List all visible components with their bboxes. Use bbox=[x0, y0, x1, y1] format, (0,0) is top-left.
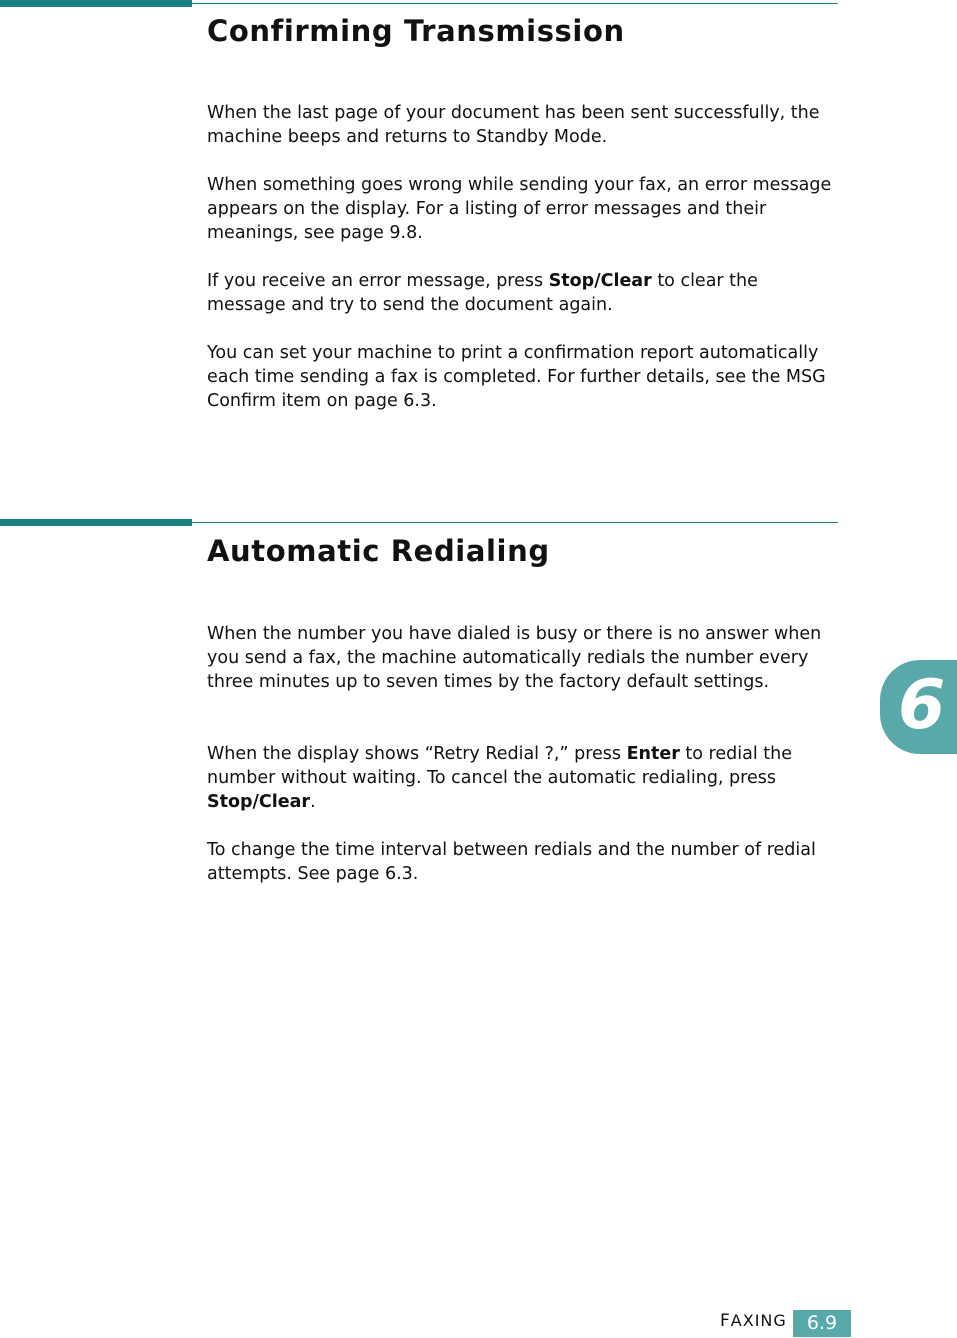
chapter-tab bbox=[880, 660, 957, 754]
section-heading-confirming-transmission: Confirming Transmission bbox=[207, 14, 625, 48]
key-name-stop-clear: Stop/Clear bbox=[548, 271, 652, 291]
paragraph: You can set your machine to print a confirmation report automatically each time sending a fax is completed. For further details, see the MSG Confirm item on page 6.3. bbox=[207, 343, 826, 411]
paragraph: If you receive an error message, press Stop/Clear to clear the message and try to send the document again. bbox=[207, 271, 758, 315]
paragraph: When the display shows “Retry Redial ?,” press Enter to redial the number without waiting. To cancel the automatic redialing, press Stop/Clear. bbox=[207, 744, 792, 812]
footer-chapter-label: FAXING bbox=[720, 1311, 787, 1331]
chapter-number: 6 bbox=[898, 666, 946, 745]
paragraph: When something goes wrong while sending your fax, an error message appears on the display. For a listing of error messages and their meanings, see page 9.8. bbox=[207, 175, 832, 243]
paragraph: When the last page of your document has been sent successfully, the machine beeps and returns to Standby Mode. bbox=[207, 103, 820, 147]
section-rule bbox=[0, 519, 838, 526]
page-number: 6.9 bbox=[793, 1310, 851, 1337]
section-rule bbox=[0, 0, 838, 7]
key-name-stop-clear: Stop/Clear bbox=[207, 792, 311, 812]
paragraph: To change the time interval between redials and the number of redial attempts. See page 6.3. bbox=[207, 840, 816, 884]
key-name-enter: Enter bbox=[626, 744, 680, 764]
section-heading-automatic-redialing: Automatic Redialing bbox=[207, 534, 550, 568]
paragraph: When the number you have dialed is busy or there is no answer when you send a fax, the machine automatically redials the number every three minutes up to seven times by the factory default settings. bbox=[207, 624, 822, 692]
